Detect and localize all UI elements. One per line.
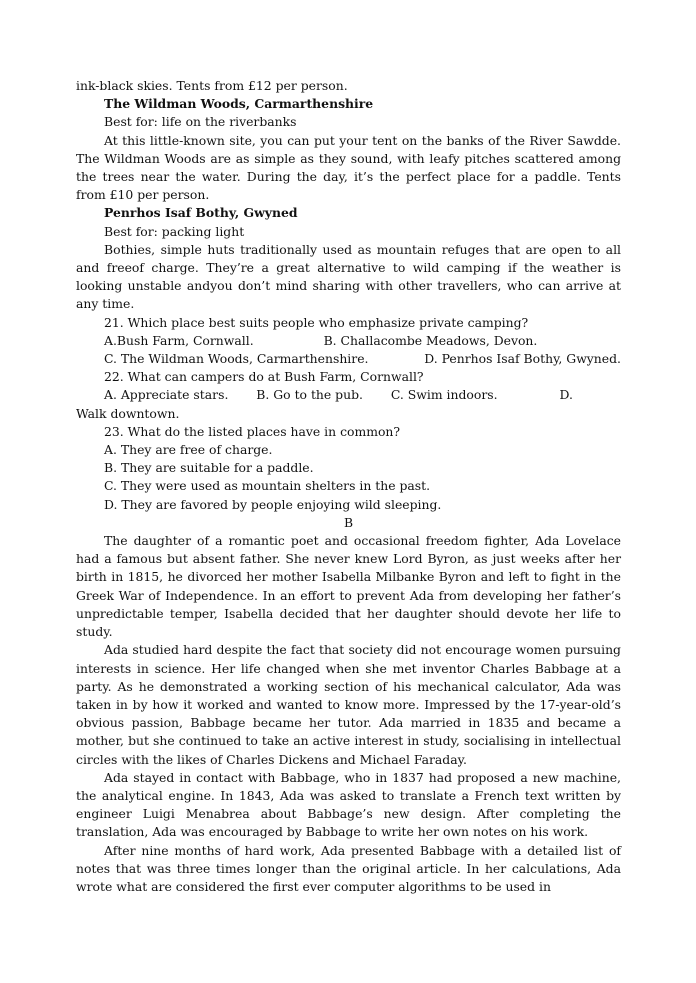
question-23-option-a: A. They are free of charge. [104,442,273,458]
question-23-option-d: D. They are favored by people enjoying wild sleeping. [104,496,442,512]
question-22-option-a: A. Appreciate stars. [104,387,229,403]
wildman-woods-best-for: Best for: life on the riverbanks [104,114,297,130]
question-23-stem: 23. What do the listed places have in common? [104,423,401,439]
wildman-woods-description: At this little-known site, you can put your tent on the banks of the River Sawdde. The Wildman Woods are as simple as they sound, with leafy pitches scattered among the trees near the water. During the day, it’s the perfect place for a paddle. Tents from £10 per person. [76,132,621,203]
passage-b-paragraph-1: The daughter of a romantic poet and occasional freedom fighter, Ada Lovelace had a famous but absent father. She never knew Lord Byron, as just weeks after her birth in 1815, he divorced her mother Isabella Milbanke Byron and left to fight in the Greek War of Independence. In an effort to prevent Ada from developing her father’s unpredictable temper, Isabella decided that her daughter should devote her life to study. [76,533,621,640]
wildman-woods-heading: The Wildman Woods, Carmarthenshire [104,96,374,112]
document-page [76,77,621,896]
question-22-stem: 22. What can campers do at Bush Farm, Cornwall? [104,369,424,385]
passage-b-label: B [343,514,354,530]
passage-b-paragraph-4: After nine months of hard work, Ada presented Babbage with a detailed list of notes that was three times longer than the original article. In her calculations, Ada wrote what are considered the first ever computer algorithms to be used in [76,842,621,894]
penrhos-bothy-description: Bothies, simple huts traditionally used as mountain refuges that are open to all and freeof charge. They’re a great alternative to wild camping if the weather is looking unstable andyou don’t mind sharing with other travellers, who can arrive at any time. [76,241,621,312]
question-23-option-c: C. They were used as mountain shelters in the past. [104,478,431,494]
question-21-option-c: C. The Wildman Woods, Carmarthenshire. [104,351,369,367]
question-23-option-b: B. They are suitable for a paddle. [104,460,314,476]
question-21-option-b: B. Challacombe Meadows, Devon. [323,332,538,348]
penrhos-bothy-best-for: Best for: packing light [104,223,245,239]
passage-b-paragraph-3: Ada stayed in contact with Babbage, who in 1837 had proposed a new machine, the analytical engine. In 1843, Ada was asked to translate a French text written by engineer Luigi Menabrea about Babbage’s new design. After completing the translation, Ada was encouraged by Babbage to write her own notes on his work. [76,769,621,840]
question-22-options [76,386,621,404]
question-22-option-d-text: Walk downtown. [76,405,180,421]
question-21-options-cd [76,350,621,368]
question-21-options-ab [76,332,621,350]
question-21-stem: 21. Which place best suits people who emphasize private camping? [104,314,529,330]
passage-b-paragraph-2: Ada studied hard despite the fact that society did not encourage women pursuing interests in science. Her life changed when she met inventor Charles Babbage at a party. As he demonstrated a working section of his mechanical calculator, Ada was taken in by how it worked and wanted to know more. Impressed by the 17-year-old’s obvious passion, Babbage became her tutor. Ada married in 1835 and became a mother, but she continued to take an active interest in study, socialising in intellectual circles with the likes of Charles Dickens and Michael Faraday. [76,642,621,767]
question-22-option-c: C. Swim indoors. [390,387,498,403]
question-22-option-d-prefix: D. [559,387,573,403]
question-21-option-d: D. Penrhos Isaf Bothy, Gwyned. [424,351,621,367]
question-22-option-b: B. Go to the pub. [256,387,363,403]
question-21-option-a: A.Bush Farm, Cornwall. [104,332,254,348]
passage-a-intro-tail: ink-black skies. Tents from £12 per person. [76,78,348,93]
penrhos-bothy-heading: Penrhos Isaf Bothy, Gwyned [104,205,298,221]
